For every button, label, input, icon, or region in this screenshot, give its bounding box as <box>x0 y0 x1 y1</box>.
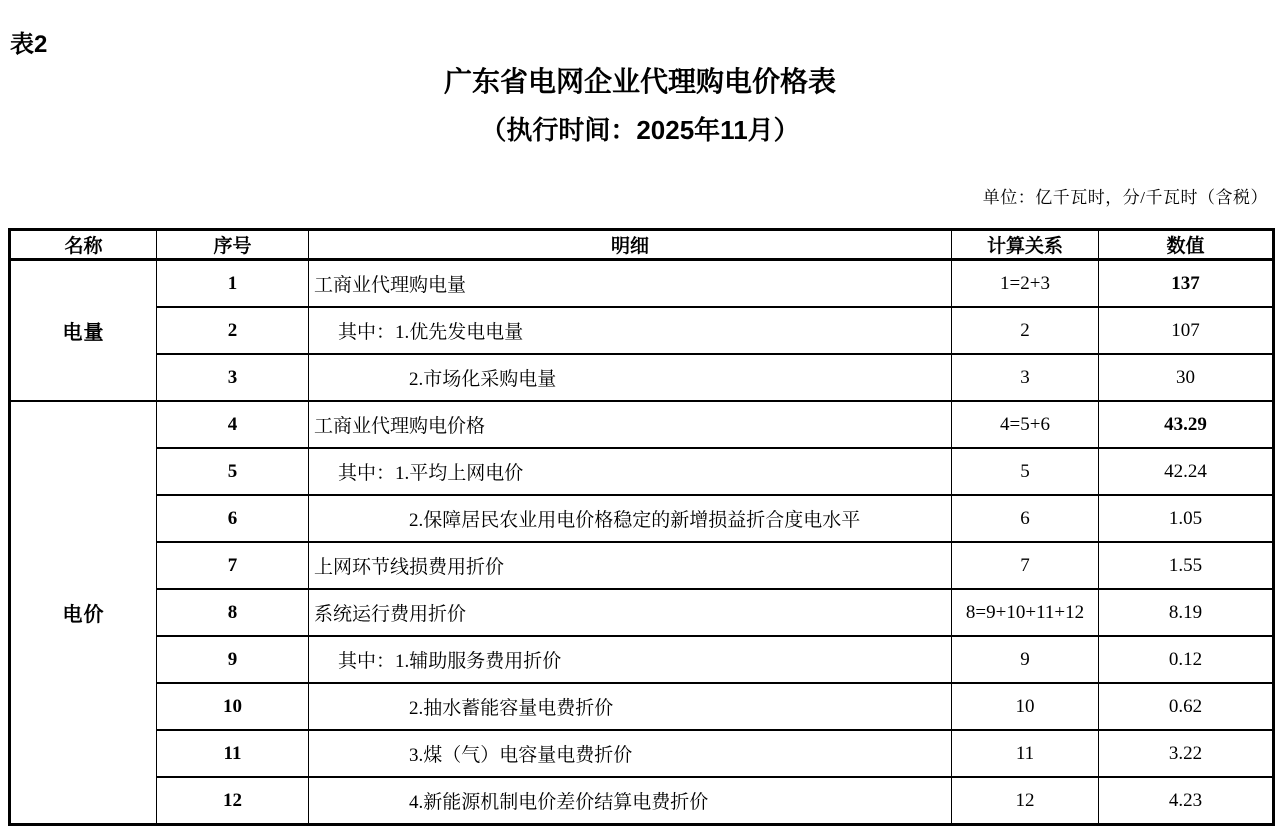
relation-cell: 9 <box>952 636 1099 683</box>
seq-cell: 12 <box>157 777 309 825</box>
table-body <box>10 260 1274 825</box>
table-row <box>10 589 1274 636</box>
table-row <box>10 730 1274 777</box>
seq-cell: 2 <box>157 307 309 354</box>
seq-cell: 11 <box>157 730 309 777</box>
column-header-3: 明细 <box>309 230 952 260</box>
seq-cell: 6 <box>157 495 309 542</box>
seq-cell: 9 <box>157 636 309 683</box>
column-header-2: 序号 <box>157 230 309 260</box>
value-cell: 1.05 <box>1099 495 1274 542</box>
value-cell: 43.29 <box>1099 401 1274 448</box>
relation-cell: 11 <box>952 730 1099 777</box>
seq-cell: 7 <box>157 542 309 589</box>
table-header-row <box>10 230 1274 260</box>
table-row <box>10 495 1274 542</box>
seq-cell: 4 <box>157 401 309 448</box>
value-cell: 137 <box>1099 260 1274 308</box>
value-cell: 30 <box>1099 354 1274 401</box>
table-row <box>10 448 1274 495</box>
detail-cell: 工商业代理购电量 <box>309 260 952 308</box>
value-cell: 42.24 <box>1099 448 1274 495</box>
relation-cell: 12 <box>952 777 1099 825</box>
seq-cell: 1 <box>157 260 309 308</box>
table-number-label: 表2 <box>10 31 48 58</box>
detail-cell: 3.煤（气）电容量电费折价 <box>309 730 952 777</box>
group-cell: 电价 <box>10 401 157 825</box>
relation-cell: 7 <box>952 542 1099 589</box>
detail-cell: 系统运行费用折价 <box>309 589 952 636</box>
price-table <box>8 228 1275 826</box>
table-row <box>10 542 1274 589</box>
relation-cell: 4=5+6 <box>952 401 1099 448</box>
table-row <box>10 307 1274 354</box>
detail-cell: 上网环节线损费用折价 <box>309 542 952 589</box>
column-header-5: 数值 <box>1099 230 1274 260</box>
relation-cell: 6 <box>952 495 1099 542</box>
seq-cell: 8 <box>157 589 309 636</box>
column-header-1: 名称 <box>10 230 157 260</box>
seq-cell: 3 <box>157 354 309 401</box>
detail-cell: 2.保障居民农业用电价格稳定的新增损益折合度电水平 <box>309 495 952 542</box>
table-row <box>10 636 1274 683</box>
value-cell: 3.22 <box>1099 730 1274 777</box>
value-cell: 4.23 <box>1099 777 1274 825</box>
value-cell: 1.55 <box>1099 542 1274 589</box>
detail-cell: 2.抽水蓄能容量电费折价 <box>309 683 952 730</box>
value-cell: 8.19 <box>1099 589 1274 636</box>
page-title: 广东省电网企业代理购电价格表 <box>443 66 836 97</box>
table-row <box>10 777 1274 825</box>
relation-cell: 2 <box>952 307 1099 354</box>
detail-cell: 其中：1.优先发电电量 <box>309 307 952 354</box>
group-cell: 电量 <box>10 260 157 402</box>
column-header-4: 计算关系 <box>952 230 1099 260</box>
table-row <box>10 354 1274 401</box>
detail-cell: 工商业代理购电价格 <box>309 401 952 448</box>
table-row <box>10 683 1274 730</box>
detail-cell: 4.新能源机制电价差价结算电费折价 <box>309 777 952 825</box>
seq-cell: 5 <box>157 448 309 495</box>
table-header <box>10 230 1274 260</box>
relation-cell: 3 <box>952 354 1099 401</box>
value-cell: 0.62 <box>1099 683 1274 730</box>
seq-cell: 10 <box>157 683 309 730</box>
value-cell: 0.12 <box>1099 636 1274 683</box>
relation-cell: 8=9+10+11+12 <box>952 589 1099 636</box>
page-subtitle: （执行时间：2025年11月） <box>480 115 800 145</box>
relation-cell: 1=2+3 <box>952 260 1099 308</box>
relation-cell: 10 <box>952 683 1099 730</box>
detail-cell: 其中：1.辅助服务费用折价 <box>309 636 952 683</box>
detail-cell: 其中：1.平均上网电价 <box>309 448 952 495</box>
relation-cell: 5 <box>952 448 1099 495</box>
table-row <box>10 260 1274 308</box>
detail-cell: 2.市场化采购电量 <box>309 354 952 401</box>
unit-note: 单位：亿千瓦时，分/千瓦时（含税） <box>982 188 1268 207</box>
table-row <box>10 401 1274 448</box>
value-cell: 107 <box>1099 307 1274 354</box>
